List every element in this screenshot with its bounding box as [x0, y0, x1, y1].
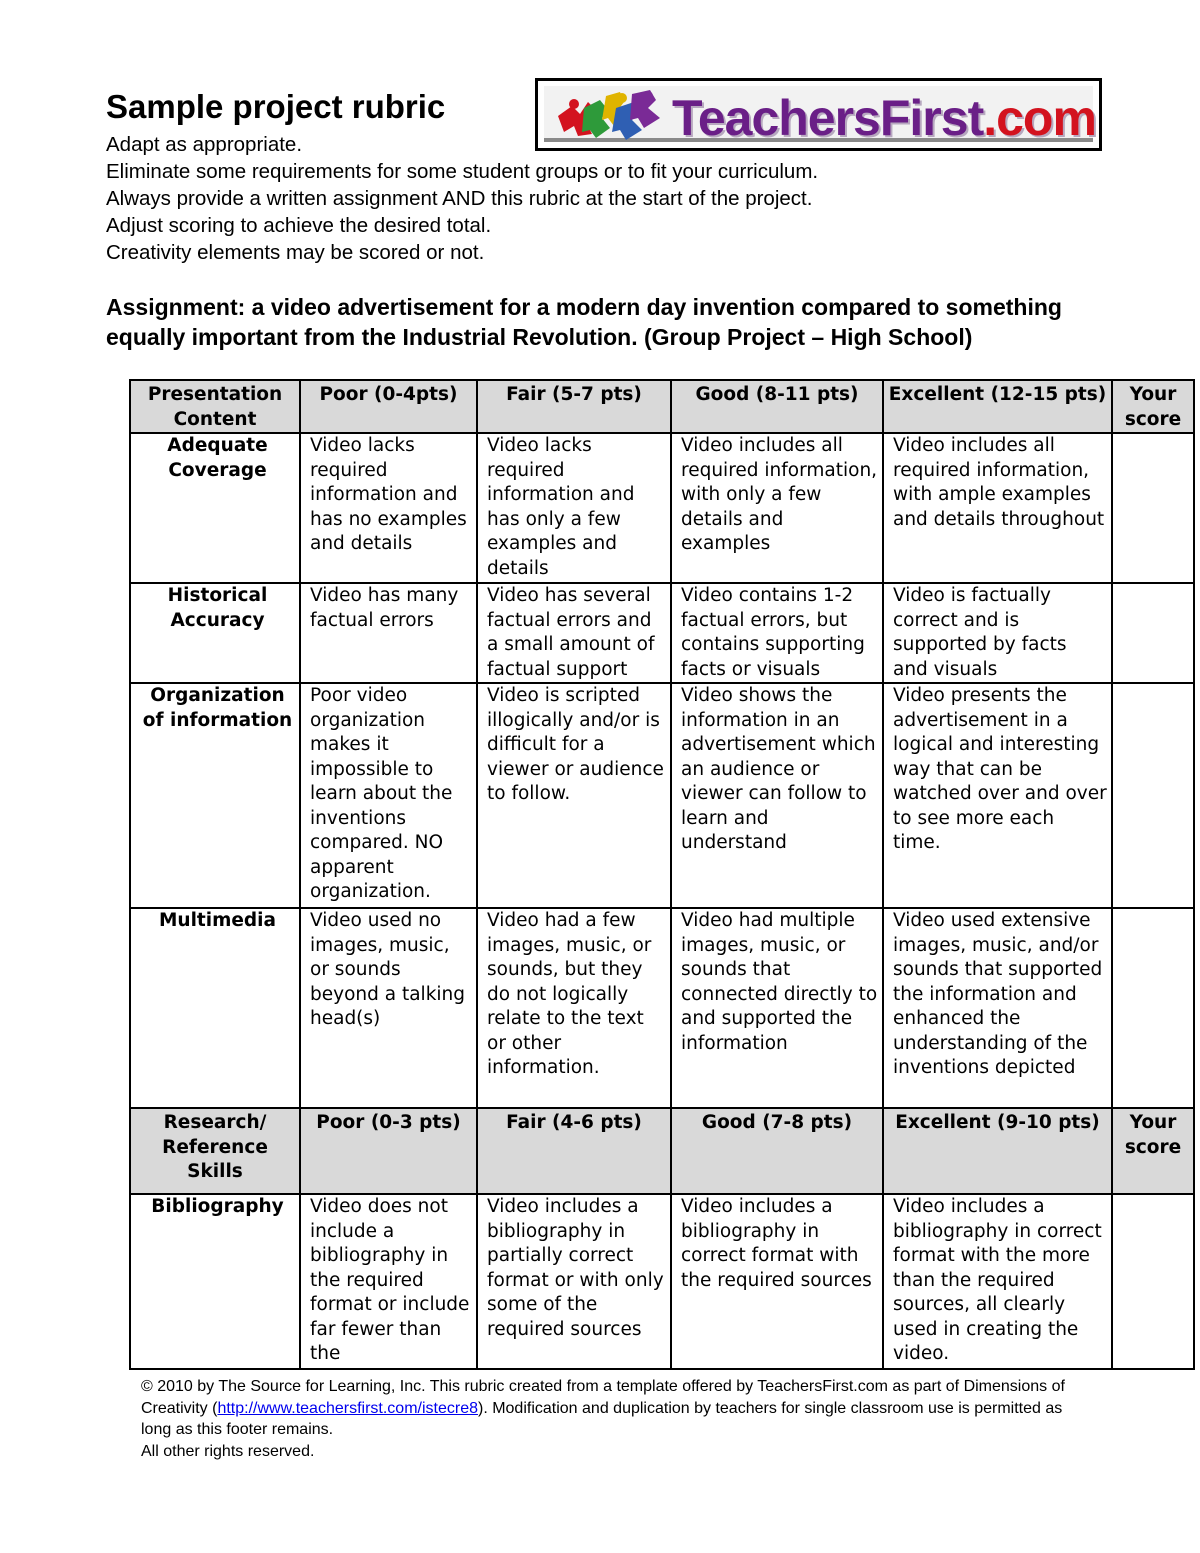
score-cell[interactable]	[1112, 683, 1194, 908]
good-cell: Video includes all required information, with only a few details and examples	[671, 433, 883, 583]
rubric-table	[129, 379, 1195, 1370]
fair-cell: Video is scripted illogically and/or is difficult for a viewer or audience to follow.	[477, 683, 671, 908]
fair-cell: Video has several factual errors and a small amount of factual support	[477, 583, 671, 683]
puzzle-people-icon	[552, 88, 670, 144]
footer-link[interactable]: http://www.teachersfirst.com/istecre8	[217, 1399, 478, 1417]
column-header: Fair (4-6 pts)	[477, 1108, 671, 1194]
excellent-cell: Video includes all required information, with ample examples and details throughout	[883, 433, 1112, 583]
criterion-cell: Bibliography	[130, 1194, 300, 1369]
criterion-cell: Organization of information	[130, 683, 300, 908]
column-header: Your score	[1112, 380, 1194, 433]
score-cell[interactable]	[1112, 908, 1194, 1108]
intro-line: Adjust scoring to achieve the desired total.	[106, 214, 492, 237]
fair-cell: Video includes a bibliography in partially correct format or with only some of the required sources	[477, 1194, 671, 1369]
teachersfirst-logo	[535, 78, 1102, 151]
excellent-cell: Video includes a bibliography in correct format with the more than the required sources, all clearly used in creating the video.	[883, 1194, 1112, 1369]
column-header: Good (8-11 pts)	[671, 380, 883, 433]
footer-text: © 2010 by The Source for Learning, Inc. This rubric created from a template offered by TeachersFirst.com as part of Dimensions of Creativity (	[141, 1378, 1065, 1417]
good-cell: Video had multiple images, music, or sounds that connected directly to and supported the information	[671, 908, 883, 1108]
poor-cell: Poor video organization makes it impossible to learn about the inventions compared. NO apparent organization.	[300, 683, 477, 908]
good-cell: Video shows the information in an advertisement which an audience or viewer can follow to learn and understand	[671, 683, 883, 908]
footer-text: ). Modification and duplication by teachers for single classroom use is permitted as long as this footer remains.	[141, 1399, 1063, 1438]
footer-rights: All other rights reserved.	[141, 1442, 315, 1460]
excellent-cell: Video is factually correct and is supported by facts and visuals	[883, 583, 1112, 683]
fair-cell: Video lacks required information and has only a few examples and details	[477, 433, 671, 583]
column-header: Good (7-8 pts)	[671, 1108, 883, 1194]
column-header: Research/ Reference Skills	[130, 1108, 300, 1194]
column-header: Poor (0-3 pts)	[300, 1108, 477, 1194]
column-header: Fair (5-7 pts)	[477, 380, 671, 433]
intro-line: Always provide a written assignment AND this rubric at the start of the project.	[106, 187, 813, 210]
logo-wordmark: TeachersFirst.com	[672, 90, 1096, 146]
intro-list	[106, 131, 818, 266]
score-cell[interactable]	[1112, 583, 1194, 683]
column-header: Presentation Content	[130, 380, 300, 433]
poor-cell: Video does not include a bibliography in the required format or include far fewer than the	[300, 1194, 477, 1369]
column-header: Poor (0-4pts)	[300, 380, 477, 433]
excellent-cell: Video used extensive images, music, and/or sounds that supported the information and enhanced the understanding of the inventions depicted	[883, 908, 1112, 1108]
criterion-cell: Multimedia	[130, 908, 300, 1108]
intro-line: Eliminate some requirements for some student groups or to fit your curriculum.	[106, 160, 819, 183]
column-header: Excellent (9-10 pts)	[883, 1108, 1112, 1194]
intro-line: Adapt as appropriate.	[106, 133, 303, 156]
assignment-text: Assignment: a video advertisement for a modern day invention compared to something equally important from the Industrial Revolution. (Group Project – High School)	[106, 294, 1062, 350]
fair-cell: Video had a few images, music, or sounds, but they do not logically relate to the text or other information.	[477, 908, 671, 1108]
score-cell[interactable]	[1112, 433, 1194, 583]
rubric-header-row	[130, 1108, 1194, 1194]
good-cell: Video contains 1-2 factual errors, but contains supporting facts or visuals	[671, 583, 883, 683]
good-cell: Video includes a bibliography in correct format with the required sources	[671, 1194, 883, 1369]
criterion-cell: Adequate Coverage	[130, 433, 300, 583]
poor-cell: Video lacks required information and has no examples and details	[300, 433, 477, 583]
table-row	[130, 583, 1194, 683]
table-row	[130, 683, 1194, 908]
page-title: Sample project rubric	[106, 88, 446, 125]
intro-line: Creativity elements may be scored or not.	[106, 241, 485, 264]
poor-cell: Video used no images, music, or sounds beyond a talking head(s)	[300, 908, 477, 1108]
rubric-header-row	[130, 380, 1194, 433]
poor-cell: Video has many factual errors	[300, 583, 477, 683]
score-cell[interactable]	[1112, 1194, 1194, 1369]
table-row	[130, 1194, 1194, 1369]
table-row	[130, 908, 1194, 1108]
column-header: Excellent (12-15 pts)	[883, 380, 1112, 433]
footer	[141, 1376, 1071, 1462]
table-row	[130, 433, 1194, 583]
excellent-cell: Video presents the advertisement in a logical and interesting way that can be watched over and over to see more each time.	[883, 683, 1112, 908]
criterion-cell: Historical Accuracy	[130, 583, 300, 683]
column-header: Your score	[1112, 1108, 1194, 1194]
